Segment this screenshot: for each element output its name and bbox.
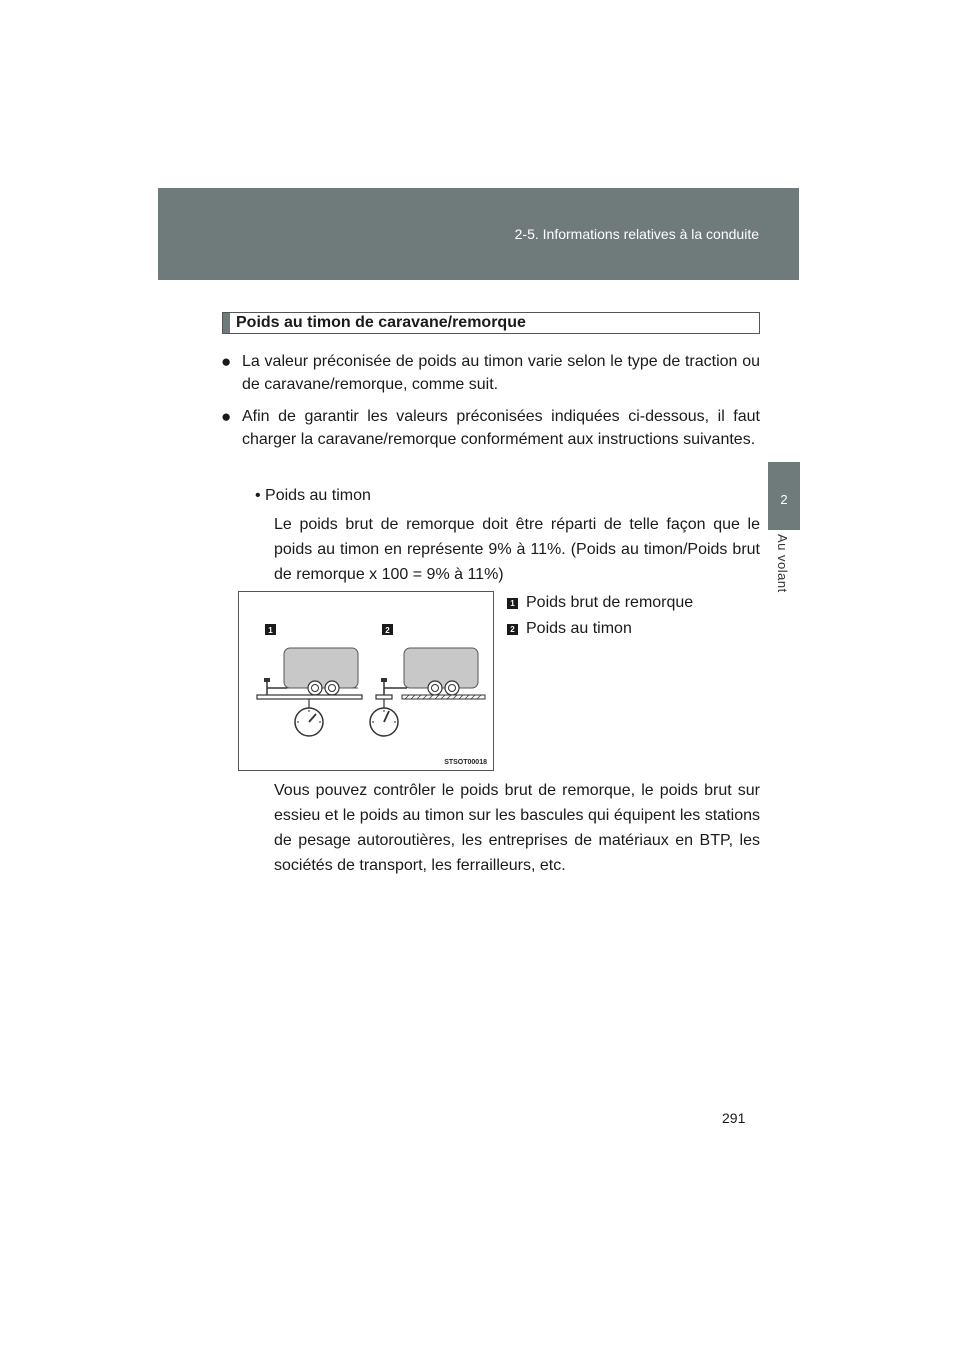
- bullet-item: [221, 350, 760, 396]
- chapter-label: Au volant: [775, 534, 790, 593]
- svg-text:1: 1: [268, 626, 273, 635]
- legend-label: Poids au timon: [526, 620, 632, 637]
- page-number: 291: [722, 1110, 746, 1126]
- heading-text: Poids au timon de caravane/remorque: [236, 314, 526, 331]
- bullet-text: Afin de garantir les valeurs préconisées indiquées ci-dessous, il faut charger la caravane/remorque conformément aux instructions suivantes.: [242, 408, 760, 448]
- bullet-item: [221, 405, 760, 451]
- chapter-number: 2: [780, 492, 788, 507]
- figure-code: STSOT00018: [444, 759, 487, 766]
- sub-item-label: • Poids au timon: [255, 487, 371, 504]
- bullet-dot-icon: ●: [221, 407, 232, 426]
- bullet-text: La valeur préconisée de poids au timon varie selon le type de traction ou de caravane/remorque, comme suit.: [242, 353, 760, 393]
- legend-number-marker: 2: [507, 624, 518, 635]
- trailer-scale-illustration: [239, 592, 495, 772]
- paragraph-distribution: Le poids brut de remorque doit être réparti de telle façon que le poids au timon en représente 9% à 11%. (Poids au timon/Poids brut de remorque x 100 = 9% à 11%): [274, 516, 760, 583]
- legend-number-marker: 1: [507, 598, 518, 609]
- trailer-weight-figure: [238, 591, 494, 771]
- heading-accent-bar: [223, 313, 230, 333]
- svg-text:2: 2: [385, 626, 390, 635]
- header-band: [158, 188, 799, 280]
- bullet-dot-icon: ●: [221, 352, 232, 371]
- legend-item-tongue-weight: [507, 620, 632, 638]
- chapter-tab: [768, 462, 800, 530]
- section-heading: [222, 312, 760, 334]
- section-title: 2-5. Informations relatives à la conduite: [514, 226, 759, 242]
- paragraph-weighing: Vous pouvez contrôler le poids brut de remorque, le poids brut sur essieu et le poids au timon sur les bascules qui équipent les stations de pesage autoroutières, les entreprises de matériaux en BTP, les sociétés de transport, les ferrailleurs, etc.: [274, 782, 760, 874]
- legend-label: Poids brut de remorque: [526, 594, 694, 611]
- legend-item-gross-weight: [507, 594, 693, 612]
